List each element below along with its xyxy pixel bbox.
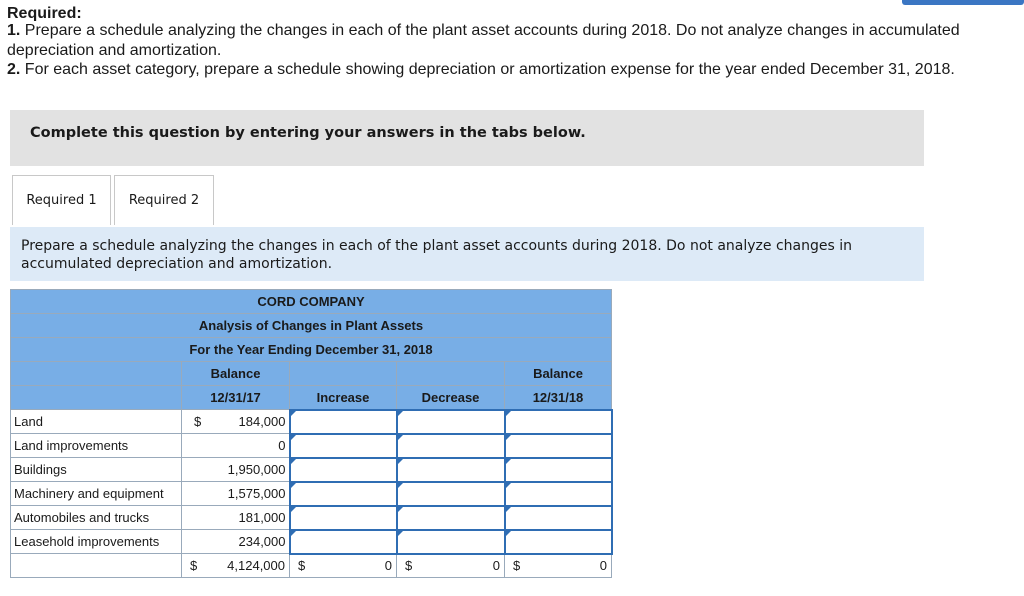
row-balance: 1,950,000 xyxy=(182,458,290,482)
end-balance-input[interactable] xyxy=(505,458,612,482)
total-decrease xyxy=(397,554,505,578)
schedule-period: For the Year Ending December 31, 2018 xyxy=(11,338,612,362)
header-blank-2 xyxy=(11,386,182,410)
required-heading: Required: xyxy=(7,5,82,21)
currency-symbol: $ xyxy=(513,558,521,574)
totals-row xyxy=(11,554,612,578)
question-prompt-text: Prepare a schedule analyzing the changes in each of the plant asset accounts during 2018. Do not analyze changes in accumulated depreciation and amortization. xyxy=(21,238,852,272)
total-end-balance-value: 0 xyxy=(599,558,607,574)
currency-symbol: $ xyxy=(190,558,198,573)
required-item-1-number: 1. xyxy=(7,22,21,39)
row-balance: 181,000 xyxy=(182,506,290,530)
table-row xyxy=(11,434,612,458)
total-increase xyxy=(290,554,397,578)
increase-input[interactable] xyxy=(290,482,397,506)
end-balance-input[interactable] xyxy=(505,410,612,434)
plant-assets-schedule xyxy=(10,289,613,578)
row-label: Automobiles and trucks xyxy=(11,506,182,530)
header-balance-top: Balance xyxy=(182,362,290,386)
end-balance-input[interactable] xyxy=(505,506,612,530)
required-item-1 xyxy=(7,21,1017,60)
table-row xyxy=(11,458,612,482)
total-end-balance xyxy=(505,554,612,578)
required-item-1-text: Prepare a schedule analyzing the changes in each of the plant asset accounts during 2018. Do not analyze changes in accumulated depreciation and amortization. xyxy=(7,22,960,59)
required-instructions xyxy=(7,5,1017,80)
row-balance xyxy=(182,410,290,434)
row-balance: 0 xyxy=(182,434,290,458)
decrease-input[interactable] xyxy=(397,434,505,458)
required-item-2-number: 2. xyxy=(7,61,21,78)
header-decrease-top xyxy=(397,362,505,386)
header-balance-date: 12/31/17 xyxy=(182,386,290,410)
table-row xyxy=(11,410,612,434)
increase-input[interactable] xyxy=(290,458,397,482)
row-label: Buildings xyxy=(11,458,182,482)
decrease-input[interactable] xyxy=(397,482,505,506)
table-row xyxy=(11,506,612,530)
decrease-input[interactable] xyxy=(397,530,505,554)
end-balance-input[interactable] xyxy=(505,434,612,458)
schedule-title: Analysis of Changes in Plant Assets xyxy=(11,314,612,338)
end-balance-input[interactable] xyxy=(505,530,612,554)
row-balance: 1,575,000 xyxy=(182,482,290,506)
row-balance-value: 184,000 xyxy=(238,414,286,429)
schedule-company: CORD COMPANY xyxy=(11,290,612,314)
tab-required-1[interactable]: Required 1 xyxy=(12,175,111,225)
header-end-balance-date: 12/31/18 xyxy=(505,386,612,410)
question-prompt xyxy=(10,227,924,281)
decrease-input[interactable] xyxy=(397,458,505,482)
header-increase-top xyxy=(290,362,397,386)
row-label: Machinery and equipment xyxy=(11,482,182,506)
header-blank xyxy=(11,362,182,386)
table-row xyxy=(11,482,612,506)
increase-input[interactable] xyxy=(290,434,397,458)
total-increase-value: 0 xyxy=(384,558,392,574)
increase-input[interactable] xyxy=(290,506,397,530)
required-item-2 xyxy=(7,60,1017,80)
header-increase: Increase xyxy=(290,386,397,410)
total-decrease-value: 0 xyxy=(492,558,500,574)
currency-symbol: $ xyxy=(298,558,306,574)
instruction-text: Complete this question by entering your answers in the tabs below. xyxy=(30,125,586,141)
currency-symbol: $ xyxy=(405,558,413,574)
instruction-banner xyxy=(10,110,924,166)
totals-label xyxy=(11,554,182,578)
currency-symbol: $ xyxy=(194,414,202,429)
row-label: Land xyxy=(11,410,182,434)
increase-input[interactable] xyxy=(290,410,397,434)
total-balance xyxy=(182,554,290,578)
decrease-input[interactable] xyxy=(397,506,505,530)
row-label: Leasehold improvements xyxy=(11,530,182,554)
end-balance-input[interactable] xyxy=(505,482,612,506)
header-end-balance-top: Balance xyxy=(505,362,612,386)
total-balance-value: 4,124,000 xyxy=(227,558,285,573)
row-label: Land improvements xyxy=(11,434,182,458)
header-decrease: Decrease xyxy=(397,386,505,410)
tab-required-2[interactable]: Required 2 xyxy=(114,175,214,225)
decrease-input[interactable] xyxy=(397,410,505,434)
row-balance: 234,000 xyxy=(182,530,290,554)
table-row xyxy=(11,530,612,554)
increase-input[interactable] xyxy=(290,530,397,554)
required-item-2-text: For each asset category, prepare a schedule showing depreciation or amortization expense for the year ended December 31, 2018. xyxy=(24,61,955,78)
